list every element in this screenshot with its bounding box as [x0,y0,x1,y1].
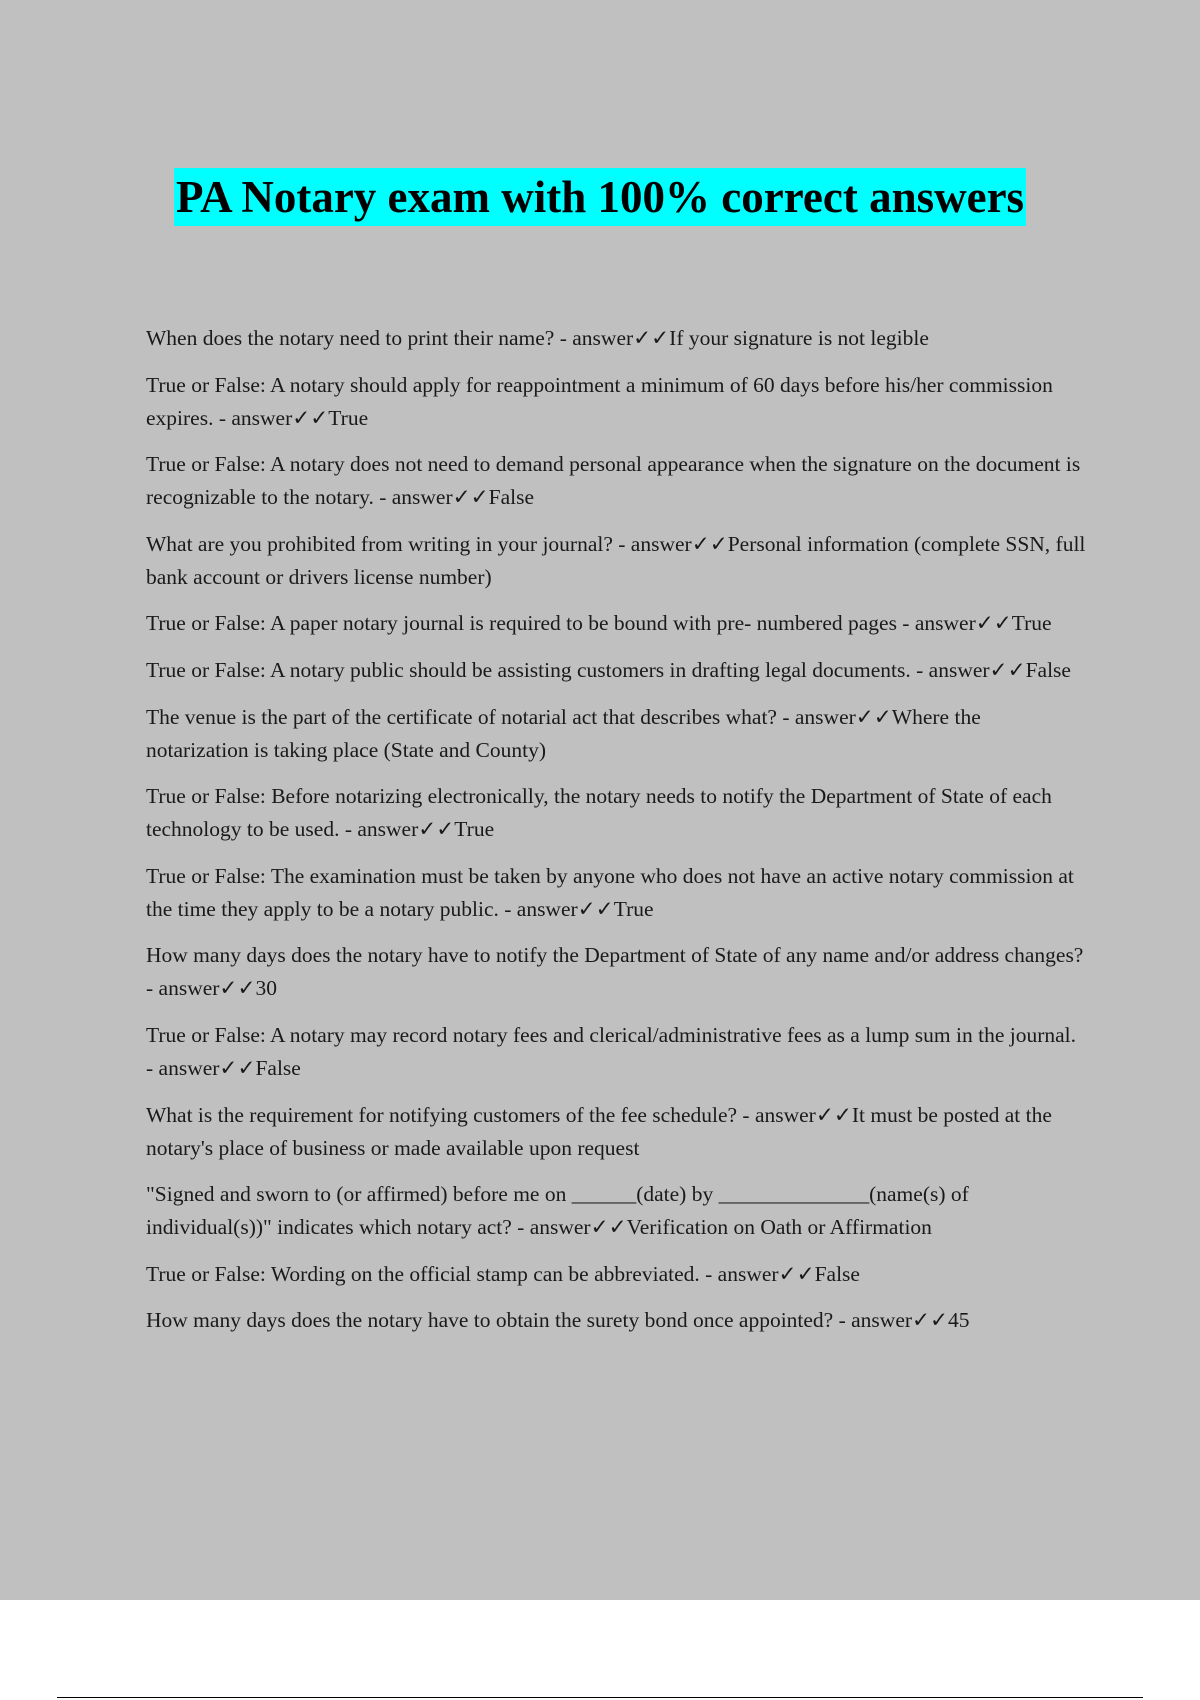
qa-item: When does the notary need to print their name? - answer✓✓If your signature is not legible [146,326,929,350]
qa-item: "Signed and sworn to (or affirmed) before me on ______(date) by ______________(name(s) of individual(s))" indicates which notary act? - answer✓✓Verification on Oath or Affirmation [146,1182,969,1240]
qa-item: How many days does the notary have to obtain the surety bond once appointed? - answer✓✓45 [146,1308,970,1333]
qa-item: True or False: The examination must be taken by anyone who does not have an active notary commission at the time they apply to be a notary public. - answer✓✓True [146,863,1074,921]
qa-item: True or False: Wording on the official stamp can be abbreviated. - answer✓✓False [146,1261,860,1286]
title-container [0,168,1200,226]
qa-item: True or False: A notary should apply for reappointment a minimum of 60 days before his/her commission expires. - answer✓✓True [146,372,1053,430]
qa-item: What are you prohibited from writing in your journal? - answer✓✓Personal information (complete SSN, full bank account or drivers license number) [146,531,1086,589]
qa-item: True or False: A notary public should be assisting customers in drafting legal documents. - answer✓✓False [146,657,1071,682]
footer-divider [57,1697,1143,1698]
qa-item: True or False: A paper notary journal is required to be bound with pre- numbered pages - answer✓✓True [146,611,1052,636]
question-answer-list [146,322,1086,1351]
qa-item: The venue is the part of the certificate of notarial act that describes what? - answer✓✓Where the notarization is taking place (State and County) [146,704,981,762]
qa-item: What is the requirement for notifying customers of the fee schedule? - answer✓✓It must be posted at the notary's place of business or made available upon request [146,1102,1052,1160]
qa-item: True or False: A notary does not need to demand personal appearance when the signature on the document is recognizable to the notary. - answer✓✓False [146,452,1081,510]
qa-item: How many days does the notary have to notify the Department of State of any name and/or address changes? - answer✓✓30 [146,943,1084,1001]
qa-item: True or False: A notary may record notary fees and clerical/administrative fees as a lump sum in the journal. - answer✓✓False [146,1022,1077,1080]
document-title: PA Notary exam with 100% correct answers [174,168,1026,226]
qa-item: True or False: Before notarizing electronically, the notary needs to notify the Department of State of each technology to be used. - answer✓✓True [146,784,1052,842]
